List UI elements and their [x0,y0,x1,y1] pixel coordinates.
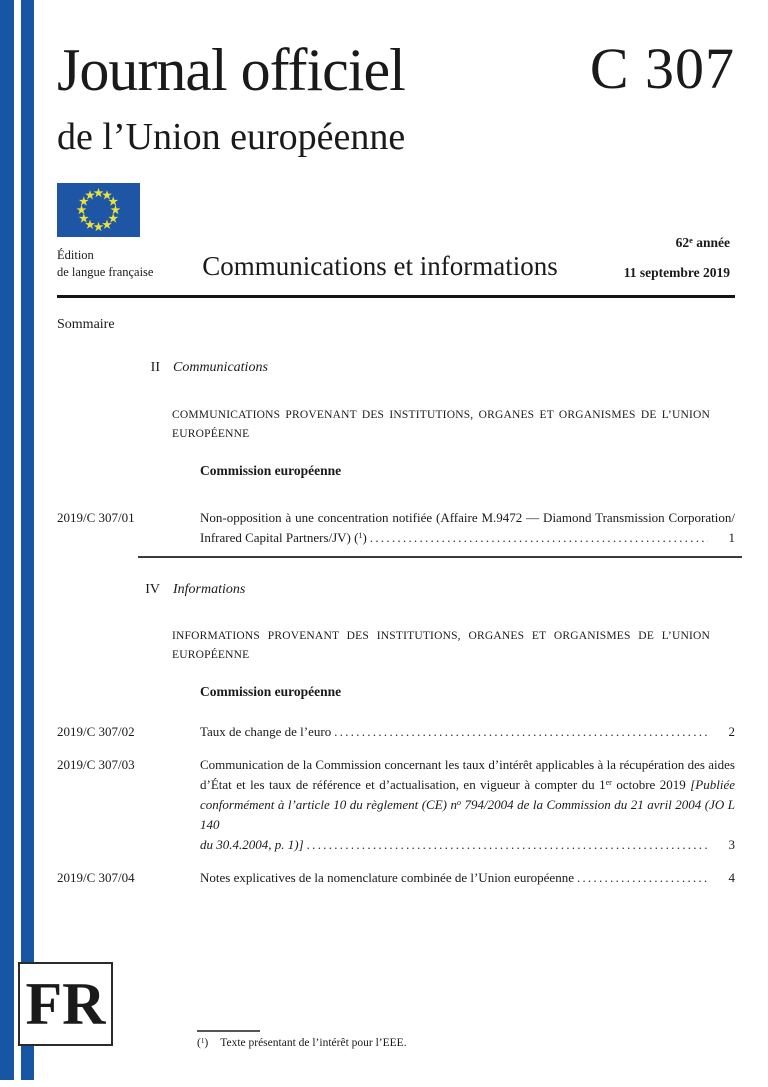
body-heading-commission: Commission européenne [200,684,342,699]
toc-entry [57,722,735,742]
masthead-rule [57,295,735,298]
entry-last-line [200,722,735,742]
section-iv-subheading [172,627,710,665]
subheading-line: EUROPÉENNE [172,428,250,440]
entry-page-number: 4 [728,870,735,885]
subheading-line: INFORMATIONS PROVENANT DES INSTITUTIONS, ORGANES ET ORGANISMES DE L’UNION [172,630,710,642]
entry-text-segment: octobre 2019 [611,777,691,792]
left-blue-bar-outer [0,0,14,1080]
toc-entry [57,755,735,855]
entry-text-segment: Infrared Capital Partners/JV) ( [200,530,359,545]
section-ii-subheading [172,406,710,444]
journal-subtitle: de l’Union européenne [57,116,406,158]
entry-text-segment: ) [362,530,367,545]
center-heading: Communications et informations [202,251,558,281]
year-word: année [692,235,730,250]
footnote-marker: ($^1$) [197,1036,209,1049]
entry-last-line [200,528,735,548]
section-title: Informations [173,582,246,597]
section-ii-label [57,360,268,376]
entry-text-segment: er [605,778,612,788]
entry-title [200,835,304,855]
language-code: FR [25,970,106,1037]
subheading-line: EUROPÉENNE [172,649,250,661]
entry-reference: 2019/C 307/02 [57,724,135,739]
entry-title [200,722,331,742]
entry-page-number: 2 [728,724,735,739]
year-ordinal: e [689,236,693,246]
section-numeral: II [150,360,160,375]
body-heading-commission: Commission européenne [200,463,342,478]
issue-date: 11 septembre 2019 [623,265,730,280]
entry-text-segment: du 30.4.2004, p. 1)] [200,837,304,852]
entry-text-segment: 1 [358,531,363,541]
entry-reference: 2019/C 307/04 [57,870,135,885]
entry-title [200,868,574,888]
entry-text-segment: Taux de change de l’euro [200,724,332,739]
edition-line1: Édition [57,248,94,262]
entry-body [200,722,735,742]
leader-dots [334,722,708,742]
entry-line [200,795,735,835]
toc-entry [57,868,735,888]
footnote-rule [197,1030,260,1032]
eu-flag-icon [57,183,140,237]
entry-title [200,528,367,548]
journal-title: Journal officiel [57,37,405,103]
entry-text-segment: Non-opposition à une concentration notifiée (Affaire M.9472 — Diamond Transmission Corporation/ [200,510,735,525]
entry-reference: 2019/C 307/01 [57,510,135,525]
left-blue-bar-inner [21,0,34,1080]
toc-heading: Sommaire [57,317,115,332]
entry-body [200,508,735,548]
issue-number: C 307 [589,36,735,101]
entry-text-segment: Notes explicatives de la nomenclature combinée de l’Union européenne [200,870,574,885]
entry-text-segment: conformément à l’article 10 du règlement (CE) n [200,797,457,812]
subheading-line: COMMUNICATIONS PROVENANT DES INSTITUTIONS, ORGANES ET ORGANISMES DE L’UNION [172,409,710,421]
entry-text-segment: o [456,798,461,808]
entry-page-number: 3 [728,837,735,852]
entry-last-line [200,868,735,888]
toc-entries-section-iv [57,722,735,901]
leader-dots [577,868,708,888]
entry-last-line [200,835,735,855]
footnote-text: Texte présentant de l’intérêt pour l’EEE. [220,1037,407,1049]
entry-body [200,755,735,855]
toc-entries-section-ii [57,508,735,561]
entry-page-number: 1 [728,530,735,545]
entry-text-segment: 794/2004 de la Commission du 21 avril 2004 (JO L 140 [200,797,735,832]
year-label [676,235,730,251]
entry-body [200,868,735,888]
leader-dots [307,835,708,855]
entry-line [200,775,735,795]
year-number: 62 [675,235,690,250]
toc-entry [57,508,735,548]
entry-line [200,755,735,775]
language-code-box [18,962,113,1046]
section-divider-rule [138,556,742,558]
leader-dots [370,528,708,548]
entry-text-segment: Communication de la Commission concernant les taux d’intérêt applicables à la récupération des aides [200,757,735,772]
entry-text-segment: d’État et les taux de référence et d’actualisation, en vigueur à compter du 1 [200,777,606,792]
entry-text-segment: [Publiée [690,777,735,792]
entry-reference: 2019/C 307/03 [57,757,135,772]
entry-line [200,508,735,528]
section-title: Communications [173,360,268,375]
footnote [197,1037,407,1049]
section-iv-label [57,582,245,598]
section-numeral: IV [145,582,160,597]
edition-line2: de langue française [57,265,154,279]
